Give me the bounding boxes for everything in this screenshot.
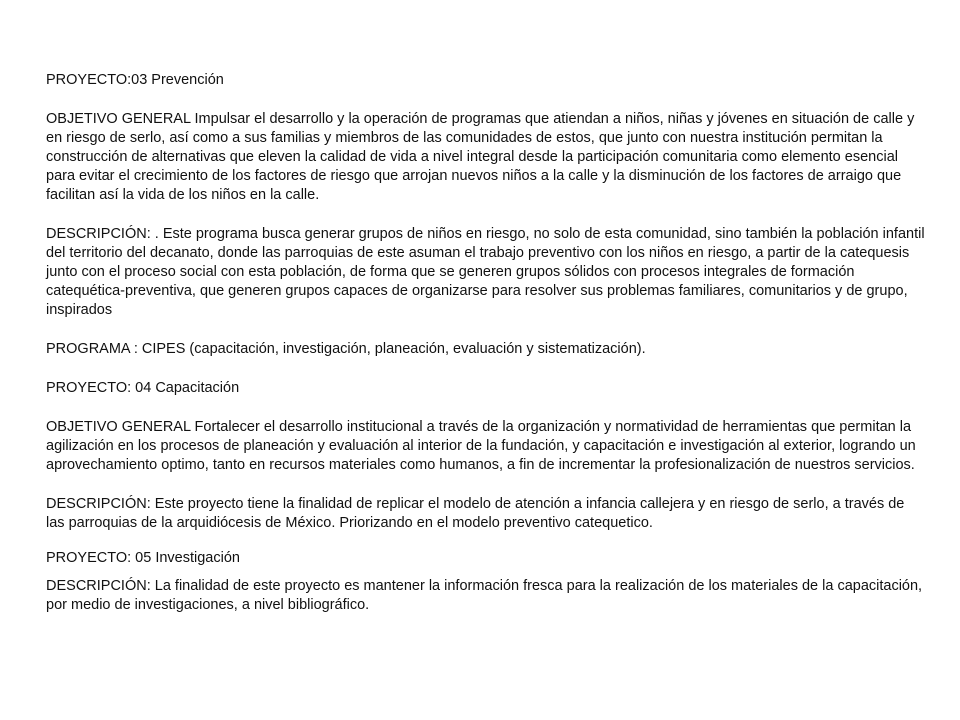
project-04-description: DESCRIPCIÓN: Este proyecto tiene la finalidad de replicar el modelo de atención a infancia callejera y en riesgo de serlo, a través de las parroquias de la arquidiócesis de México. Priorizando en el modelo preventivo catequetico. (46, 496, 905, 531)
project-04-objective: OBJETIVO GENERAL Fortalecer el desarrollo institucional a través de la organización y normatividad de herramientas que permitan la agilización en los procesos de planeación y evaluación al interior de la fundación, y capacitación e investigación al exterior, logrando un aprovechamiento optimo, tanto en recursos materiales como humanos, a fin de incrementar la profesionalización de nuestros servicios. (46, 419, 916, 473)
program-cipes: PROGRAMA : CIPES (capacitación, investigación, planeación, evaluación y sistematización). (46, 341, 646, 357)
project-03-objective: OBJETIVO GENERAL Impulsar el desarrollo y la operación de programas que atiendan a niños, niñas y jóvenes en situación de calle y en riesgo de serlo, así como a sus familias y miembros de las comunidades de estos, que junto con nuestra institución permitan la construcción de alternativas que eleven la calidad de vida a nivel integral desde la participación comunitaria como elemento esencial para evitar el crecimiento de los factores de riesgo que arrojan nuevos niños a la calle y la disminución de los factores de arraigo que facilitan así la vida de los niños en la calle. (46, 111, 915, 203)
project-05-description: DESCRIPCIÓN: La finalidad de este proyecto es mantener la información fresca para la realización de los materiales de la capacitación, por medio de investigaciones, a nivel bibliográfico. (46, 578, 923, 613)
project-05-heading: PROYECTO: 05 Investigación (46, 550, 240, 566)
project-04-heading: PROYECTO: 04 Capacitación (46, 380, 240, 396)
project-03-heading: PROYECTO:03 Prevención (46, 72, 224, 88)
document-body (46, 71, 926, 626)
project-03-description: DESCRIPCIÓN: . Este programa busca generar grupos de niños en riesgo, no solo de esta comunidad, sino también la población infantil del territorio del decanato, donde las parroquias de este asuman el trabajo preventivo con los niños en riesgo, a partir de la catequesis junto con el proceso social con esta población, de forma que se generen grupos sólidos con procesos integrales de formación catequética-preventiva, que generen grupos capaces de organizarse para resolver sus problemas familiares, comunitarios y de grupo, inspirados (46, 226, 925, 318)
